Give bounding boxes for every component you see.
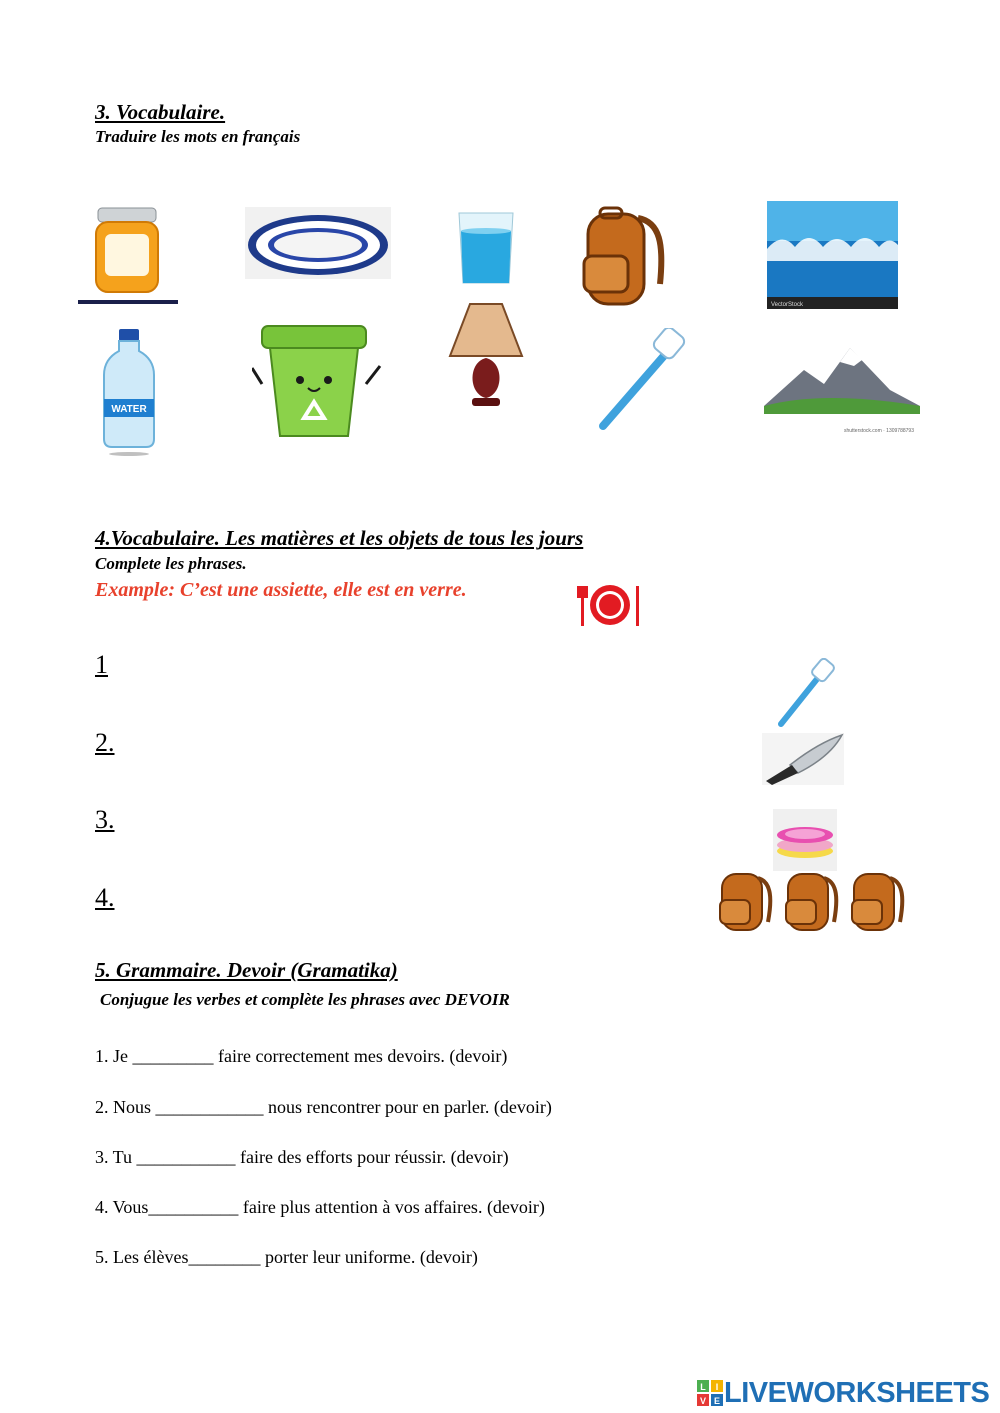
toothbrush-icon xyxy=(595,328,687,432)
shutterstock-watermark: shutterstock.com · 1309788793 xyxy=(843,428,914,434)
plate-cutlery-icon xyxy=(575,582,645,628)
devoir-sentence-3: 3. Tu ___________ faire des efforts pour réussir. (devoir) xyxy=(95,1147,509,1167)
mountain-icon xyxy=(764,340,920,436)
backpack-icon xyxy=(578,204,668,308)
liveworksheets-logo xyxy=(697,1376,989,1410)
recycling-bin-icon xyxy=(252,314,388,442)
badge-letter-v: V xyxy=(699,1396,707,1406)
section5-title: 5. Grammaire. Devoir (Gramatika) xyxy=(95,958,398,982)
section4-example: Example: C’est une assiette, elle est en verre. xyxy=(95,579,467,601)
section3-title: 3. Vocabulaire. xyxy=(95,100,226,124)
badge-letter-e: E xyxy=(713,1396,721,1406)
item-number-2: 2. xyxy=(95,728,115,757)
devoir-sentence-1: 1. Je _________ faire correctement mes devoirs. (devoir) xyxy=(95,1046,508,1066)
glass-icon xyxy=(455,209,517,285)
section4-title: 4.Vocabulaire. Les matières et les objets de tous les jours xyxy=(95,526,584,550)
backpacks-three-icon xyxy=(718,870,912,934)
badge-letter-l: L xyxy=(700,1382,706,1392)
section5-subtitle: Conjugue les verbes et complète les phrases avec DEVOIR xyxy=(100,990,510,1009)
item-number-1: 1 xyxy=(95,650,108,679)
item-number-3: 3. xyxy=(95,805,115,834)
section3-subtitle: Traduire les mots en français xyxy=(95,127,301,146)
devoir-sentence-2: 2. Nous ____________ nous rencontrer pour en parler. (devoir) xyxy=(95,1097,552,1117)
plates-stack-icon xyxy=(773,809,837,871)
sea-icon xyxy=(767,201,898,309)
liveworksheets-badge-icon xyxy=(697,1380,723,1406)
water-bottle-icon xyxy=(100,327,158,457)
badge-letter-i: I xyxy=(715,1382,719,1392)
devoir-sentence-5: 5. Les élèves________ porter leur uniforme. (devoir) xyxy=(95,1247,478,1267)
plate-icon xyxy=(245,207,391,279)
water-bottle-label: WATER xyxy=(111,404,147,415)
lamp-icon xyxy=(448,300,524,410)
vectorstock-watermark: VectorStock xyxy=(771,302,804,308)
toothbrush-small-icon xyxy=(775,658,835,728)
item-number-4: 4. xyxy=(95,883,115,912)
knife-icon xyxy=(762,733,844,785)
liveworksheets-logo-text: LIVEWORKSHEETS xyxy=(724,1376,990,1409)
jar-icon xyxy=(78,200,178,305)
devoir-sentence-4: 4. Vous__________ faire plus attention à vos affaires. (devoir) xyxy=(95,1197,545,1217)
section4-subtitle: Complete les phrases. xyxy=(95,554,247,573)
